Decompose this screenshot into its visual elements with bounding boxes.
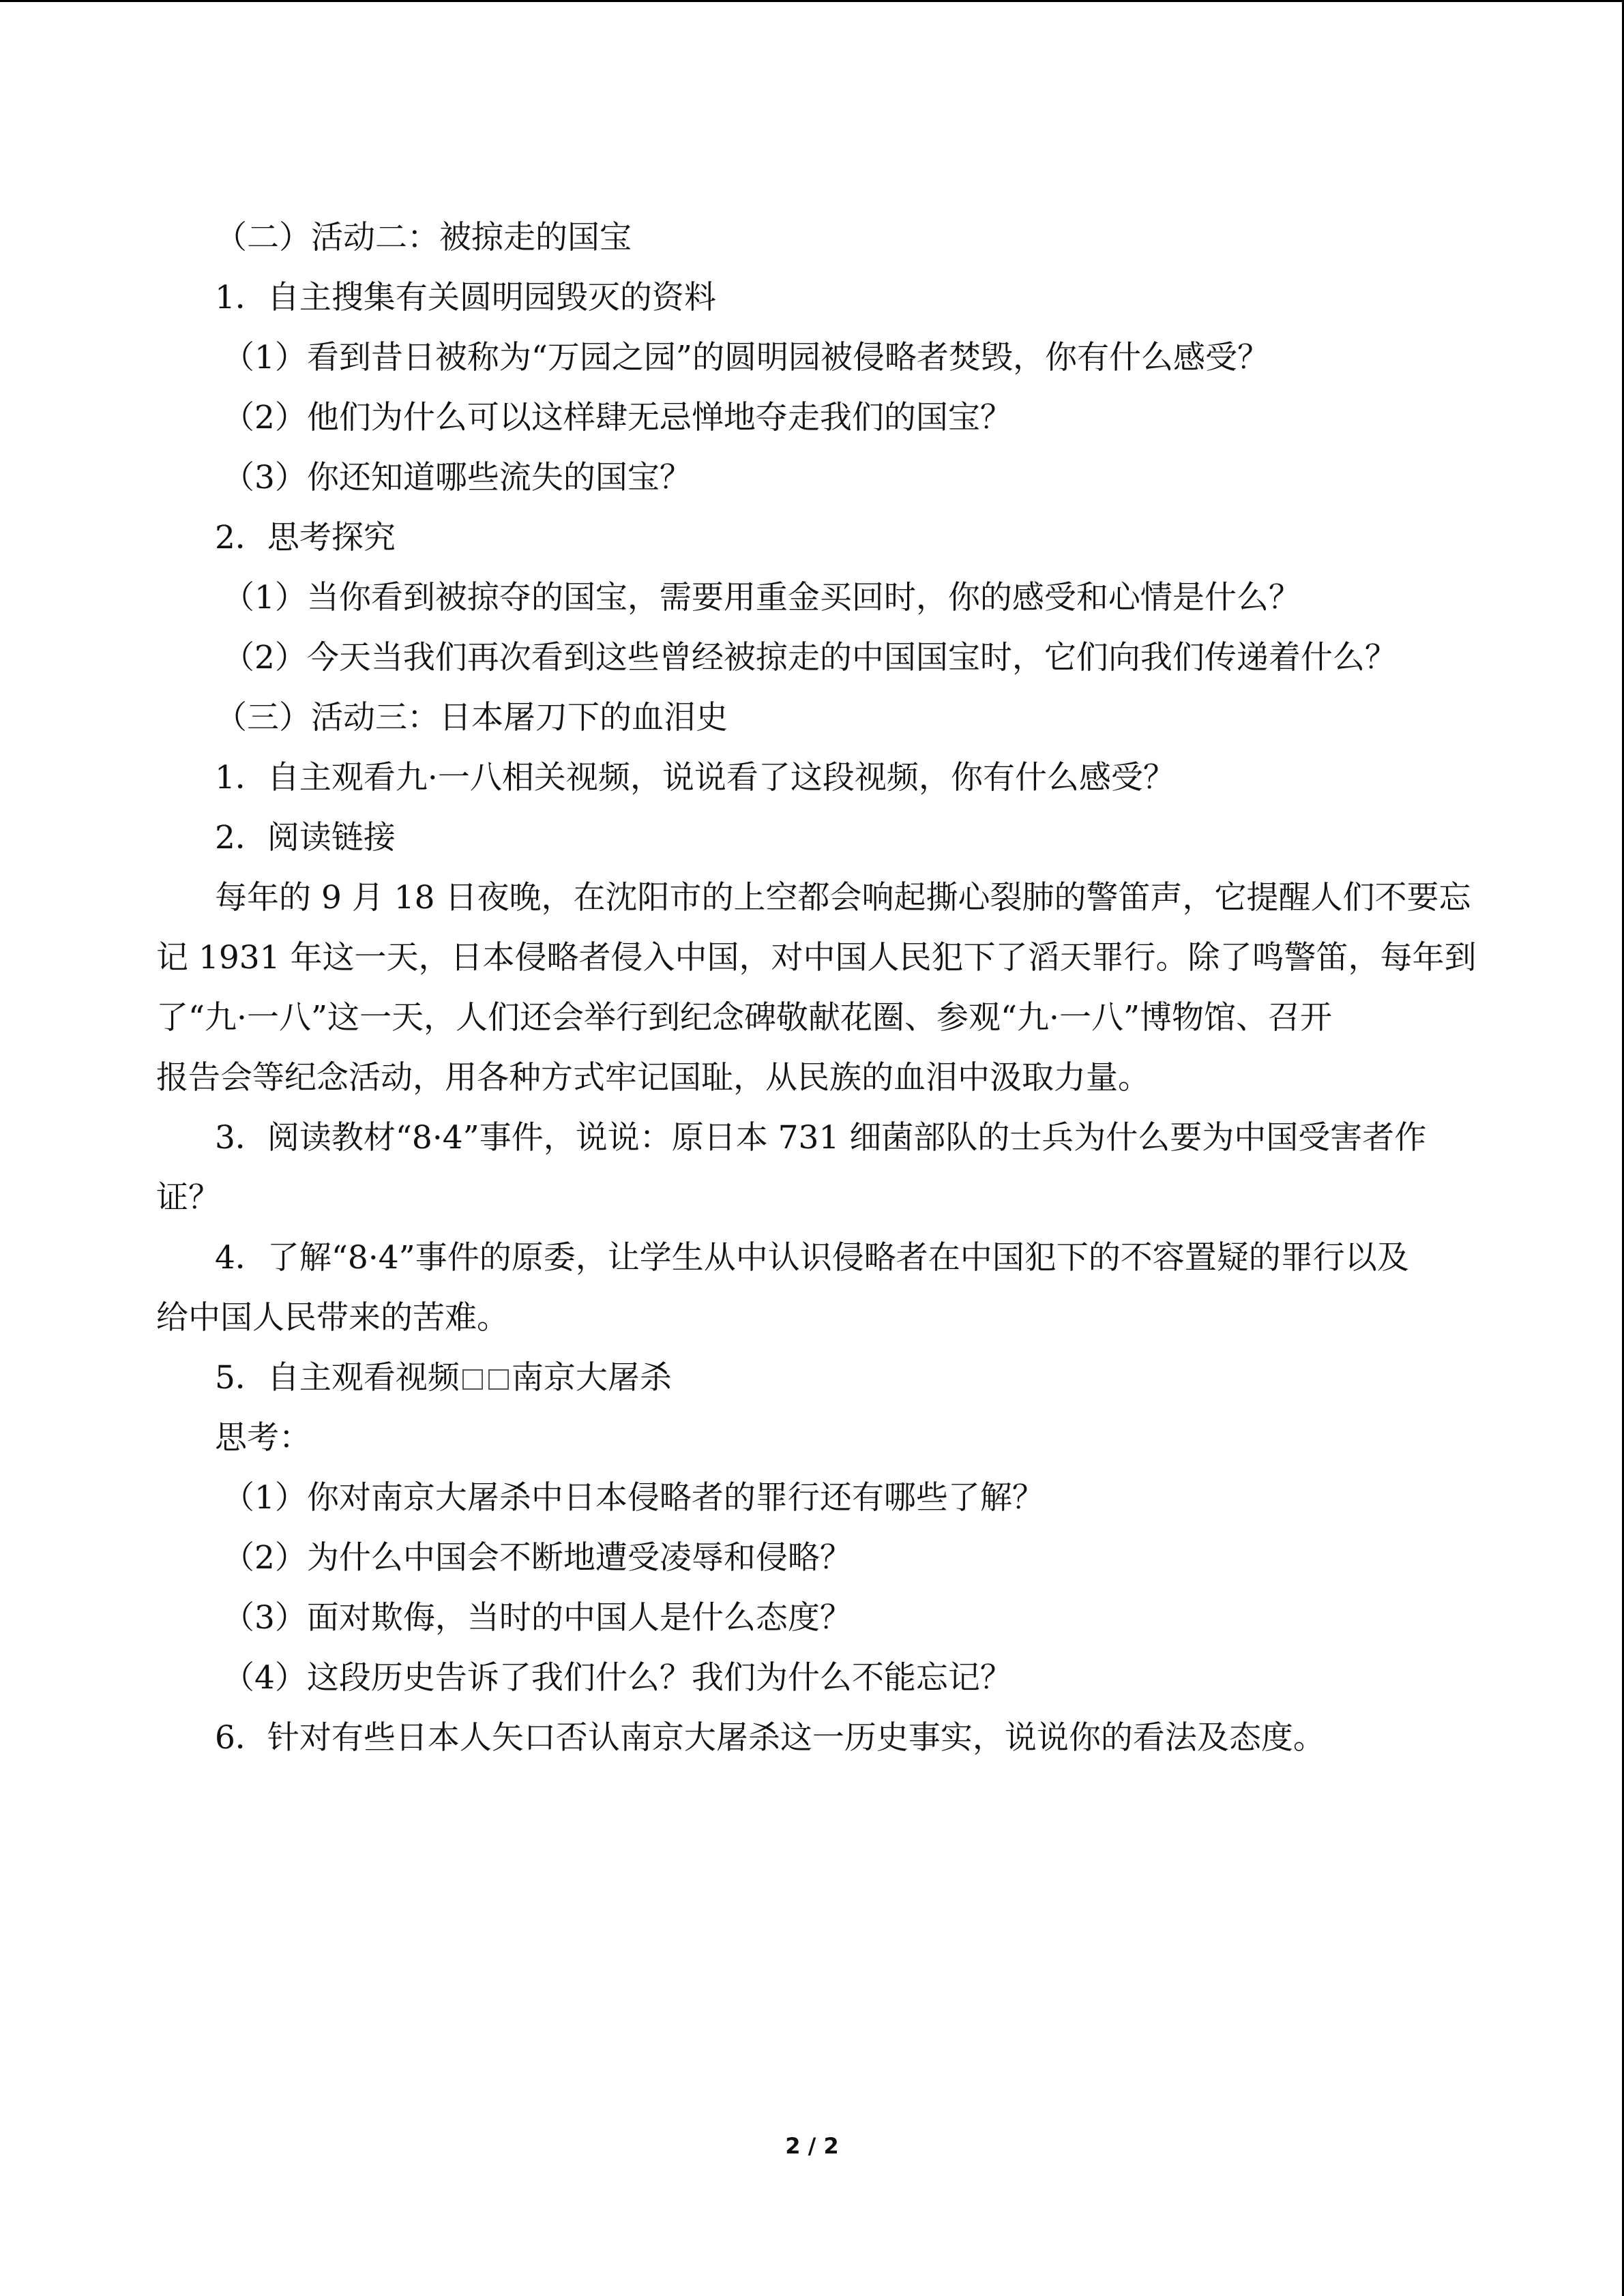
item-4-paragraph bbox=[156, 1228, 1473, 1348]
question-2: （2）他们为什么可以这样肆无忌惮地夺走我们的国宝？ bbox=[222, 399, 1012, 436]
item-1-watch-video: 1．自主观看九·一八相关视频，说说看了这段视频，你有什么感受？ bbox=[215, 759, 1175, 796]
think-label: 思考： bbox=[215, 1419, 311, 1457]
question-1: （1）当你看到被掠夺的国宝，需要用重金买回时，你的感受和心情是什么？ bbox=[222, 579, 1301, 616]
question-3: （3）面对欺侮，当时的中国人是什么态度？ bbox=[222, 1599, 852, 1637]
missing-glyph-box bbox=[462, 1369, 483, 1390]
item-3-paragraph bbox=[156, 1108, 1473, 1228]
item-5-title: 南京大屠杀 bbox=[511, 1359, 672, 1397]
document-body bbox=[156, 208, 1477, 1768]
reading-paragraph bbox=[156, 868, 1477, 1108]
item-2-think-explore: 2．思考探究 bbox=[215, 519, 396, 556]
missing-glyph-box bbox=[488, 1369, 509, 1390]
paragraph-line: 给中国人民带来的苦难。 bbox=[156, 1299, 509, 1337]
paragraph-line: 证？ bbox=[156, 1179, 220, 1217]
question-3: （3）你还知道哪些流失的国宝？ bbox=[222, 459, 692, 496]
question-2: （2）为什么中国会不断地遭受凌辱和侵略？ bbox=[222, 1539, 852, 1577]
paragraph-line: 4．了解“8·4”事件的原委，让学生从中认识侵略者在中国犯下的不容置疑的罪行以及 bbox=[215, 1239, 1409, 1277]
item-5-text: 5．自主观看视频 bbox=[215, 1359, 460, 1397]
item-2-reading-link: 2．阅读链接 bbox=[215, 819, 396, 856]
section-heading-activity-3: （三）活动三：日本屠刀下的血泪史 bbox=[215, 699, 728, 736]
item-5-watch-video bbox=[156, 1348, 1473, 1408]
page-number: 2 / 2 bbox=[785, 2133, 839, 2159]
item-1-collect-materials: 1．自主搜集有关圆明园毁灭的资料 bbox=[215, 279, 716, 316]
question-1: （1）看到昔日被称为“万园之园”的圆明园被侵略者焚毁，你有什么感受？ bbox=[222, 339, 1269, 376]
paragraph-line: 了“九·一八”这一天，人们还会举行到纪念碑敬献花圈、参观“九·一八”博物馆、召开 bbox=[156, 999, 1332, 1037]
item-6-opinion: 6．针对有些日本人矢口否认南京大屠杀这一历史事实，说说你的看法及态度。 bbox=[215, 1719, 1325, 1757]
paragraph-line: 每年的 9 月 18 日夜晚，在沈阳市的上空都会响起撕心裂肺的警笛声，它提醒人们不要忘 bbox=[215, 879, 1471, 916]
paragraph-line: 3．阅读教材“8·4”事件，说说：原日本 731 细菌部队的士兵为什么要为中国受害者作 bbox=[215, 1119, 1427, 1157]
question-2: （2）今天当我们再次看到这些曾经被掠走的中国国宝时，它们向我们传递着什么？ bbox=[222, 639, 1397, 676]
section-heading-activity-2: （二）活动二：被掠走的国宝 bbox=[215, 219, 632, 256]
paragraph-line: 记 1931 年这一天，日本侵略者侵入中国，对中国人民犯下了滔天罪行。除了鸣警笛，每年到 bbox=[156, 939, 1477, 976]
paragraph-line: 报告会等纪念活动，用各种方式牢记国耻，从民族的血泪中汲取力量。 bbox=[156, 1059, 1150, 1097]
question-1: （1）你对南京大屠杀中日本侵略者的罪行还有哪些了解？ bbox=[222, 1479, 1044, 1517]
question-4: （4）这段历史告诉了我们什么？我们为什么不能忘记？ bbox=[222, 1659, 1012, 1697]
